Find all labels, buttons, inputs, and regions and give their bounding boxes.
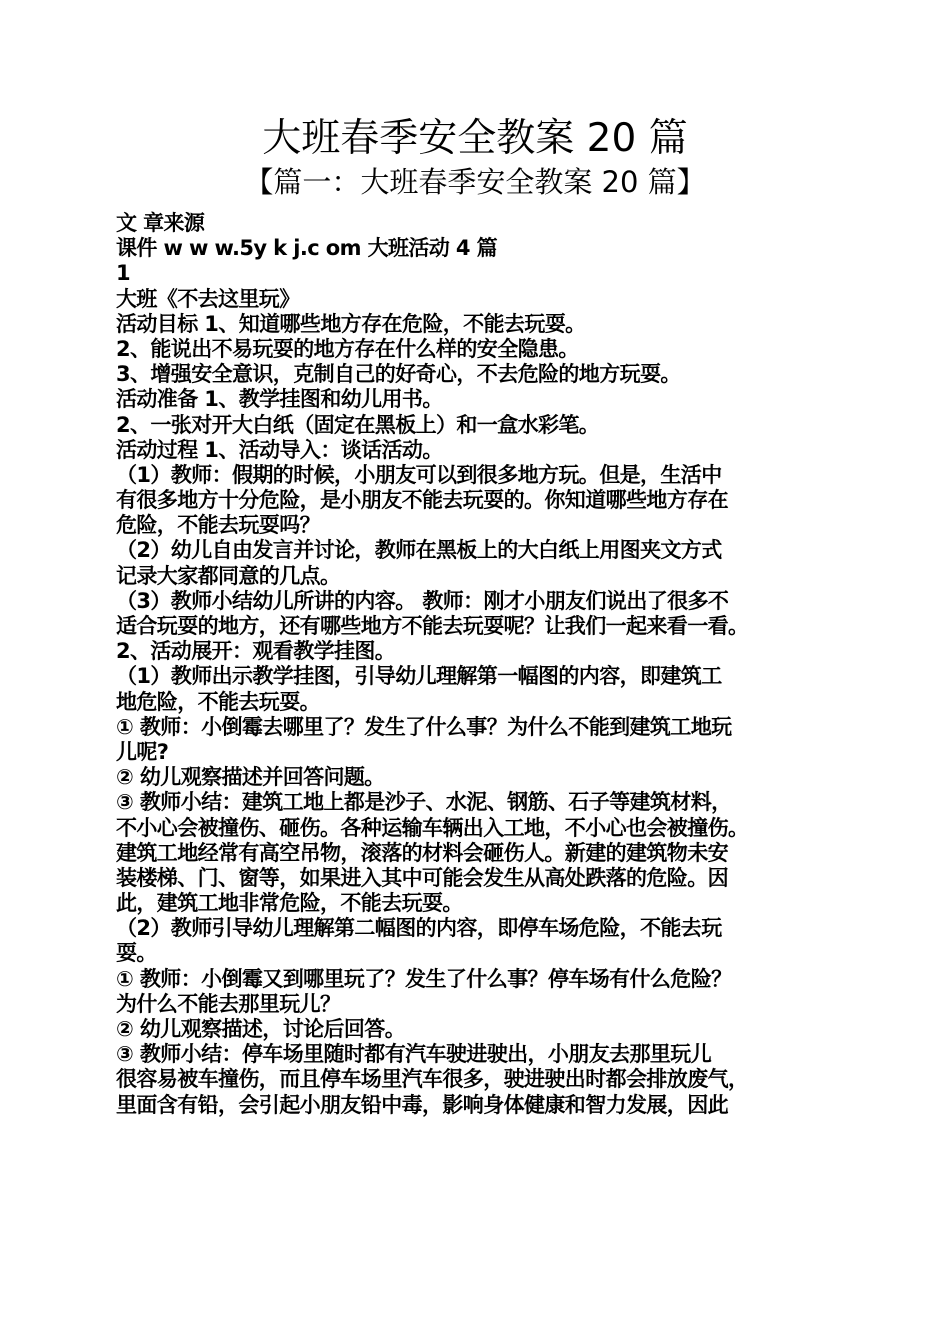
- body-line: 3、增强安全意识，克制自己的好奇心，不去危险的地方玩耍。: [116, 362, 681, 387]
- body-line: ① 教师：小倒霉去哪里了？发生了什么事？为什么不能到建筑工地玩: [116, 714, 732, 739]
- body-line: 记录大家都同意的几点。: [116, 563, 341, 588]
- body-line: 很容易被车撞伤，而且停车场里汽车很多，驶进驶出时都会排放废气，: [116, 1067, 749, 1092]
- body-line: ③ 教师小结：建筑工地上都是沙子、水泥、钢筋、石子等建筑材料，: [116, 790, 732, 815]
- body-line: 2、一张对开大白纸（固定在黑板上）和一盒水彩笔。: [116, 412, 600, 437]
- body-line: 2、活动展开：观看教学挂图。: [116, 639, 396, 664]
- body-line: 活动过程 1、活动导入：谈话活动。: [116, 437, 443, 462]
- body-line: 活动准备 1、教学挂图和幼儿用书。: [116, 387, 443, 412]
- body-line: （1）教师出示教学挂图，引导幼儿理解第一幅图的内容，即建筑工: [116, 664, 722, 689]
- body-line: 装楼梯、门、窗等，如果进入其中可能会发生从高处跌落的危险。因: [116, 865, 728, 890]
- body-line: （2）幼儿自由发言并讨论，教师在黑板上的大白纸上用图夹文方式: [116, 538, 722, 563]
- body-line: 建筑工地经常有高空吊物，滚落的材料会砸伤人。新建的建筑物未安: [116, 840, 728, 865]
- body-line: ③ 教师小结：停车场里随时都有汽车驶进驶出，小朋友去那里玩儿: [116, 1042, 712, 1067]
- body-line: 文 章来源: [116, 211, 205, 235]
- document-subtitle: 【篇一：大班春季安全教案 20 篇】: [244, 165, 706, 199]
- body-line: 适合玩耍的地方，还有哪些地方不能去玩耍呢？让我们一起来看一看。: [116, 614, 749, 638]
- body-line: 2、能说出不易玩耍的地方存在什么样的安全隐患。: [116, 336, 579, 361]
- body-line: 耍。: [116, 941, 157, 966]
- document-title: 大班春季安全教案 20 篇: [262, 116, 688, 161]
- body-line: 有很多地方十分危险，是小朋友不能去玩耍的。你知道哪些地方存在: [116, 488, 728, 513]
- body-line: 1: [116, 261, 131, 286]
- body-line: 活动目标 1、知道哪些地方存在危险，不能去玩耍。: [116, 311, 586, 336]
- body-line: （3）教师小结幼儿所讲的内容。 教师：刚才小朋友们说出了很多不: [116, 588, 729, 613]
- body-line: 课件 w w w.5y k j.c om 大班活动 4 篇: [116, 236, 498, 261]
- body-line: ② 幼儿观察描述，讨论后回答。: [116, 1017, 406, 1041]
- body-line: 为什么不能去那里玩儿？: [116, 991, 341, 1016]
- body-line: 地危险，不能去玩耍。: [116, 689, 320, 714]
- body-line: 此，建筑工地非常危险，不能去玩耍。: [116, 891, 463, 916]
- body-line: 儿呢?: [116, 739, 169, 764]
- body-line: 不小心会被撞伤、砸伤。各种运输车辆出入工地，不小心也会被撞伤。: [116, 815, 749, 840]
- body-line: 里面含有铅，会引起小朋友铅中毒，影响身体健康和智力发展，因此: [116, 1092, 728, 1117]
- body-line: ② 幼儿观察描述并回答问题。: [116, 765, 385, 790]
- body-line: 大班《不去这里玩》: [116, 286, 300, 311]
- document-body: [116, 211, 852, 1118]
- body-line: （2）教师引导幼儿理解第二幅图的内容，即停车场危险，不能去玩: [116, 916, 722, 941]
- body-line: （1）教师：假期的时候，小朋友可以到很多地方玩。但是，生活中: [116, 462, 722, 487]
- body-line: 危险，不能去玩耍吗？: [116, 513, 320, 538]
- body-line: ① 教师：小倒霉又到哪里玩了？发生了什么事？停车场有什么危险？: [116, 966, 732, 991]
